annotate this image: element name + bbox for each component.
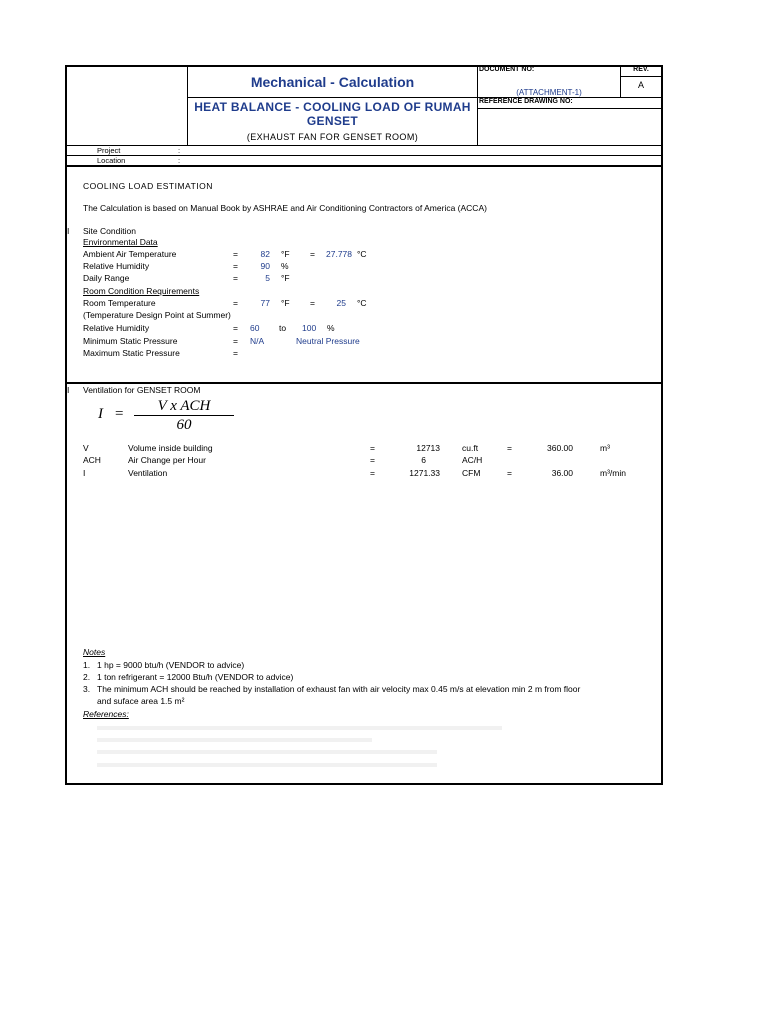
vent-row-v-eq: =	[370, 443, 375, 453]
rev-value: A	[637, 80, 644, 90]
location-divider	[65, 165, 663, 167]
roman-numeral-1: I	[67, 226, 70, 236]
ambient-temp-celsius: 27.778	[326, 249, 352, 259]
site-condition: Site Condition	[83, 226, 136, 236]
room-rh-unit: %	[327, 323, 335, 333]
title-underline	[187, 97, 477, 98]
room-temp-unit2: °C	[357, 298, 367, 308]
vent-row-ach-value: 6	[421, 455, 426, 465]
ambient-temp-value: 82	[260, 249, 270, 259]
note-2-text: 1 ton refrigerant = 12000 Btu/h (VENDOR to advice)	[97, 672, 294, 682]
daily-range-label: Daily Range	[83, 273, 130, 283]
project-divider	[65, 155, 663, 156]
project-colon: :	[178, 146, 181, 155]
min-static-label: Minimum Static Pressure	[83, 336, 178, 346]
room-temp-value: 77	[260, 298, 270, 308]
outer-border-top	[65, 65, 663, 67]
vent-row-i-unit2: m³/min	[600, 468, 626, 478]
relative-humidity-unit: %	[281, 261, 289, 271]
relative-humidity-eq: =	[233, 261, 238, 271]
design-point-note: (Temperature Design Point at Summer)	[83, 310, 231, 320]
vent-row-ach-eq: =	[370, 455, 375, 465]
vent-row-ach-unit: AC/H	[462, 455, 483, 465]
vent-row-i-desc: Ventilation	[128, 468, 168, 478]
room-temp-celsius: 25	[336, 298, 346, 308]
formula-numerator: V x ACH	[157, 398, 211, 414]
ambient-temp-unit: °F	[281, 249, 290, 259]
room-temp-unit: °F	[281, 298, 290, 308]
room-rh-max: 100	[302, 323, 317, 333]
note-3-num: 3.	[83, 684, 91, 694]
vent-row-i-value: 1271.33	[409, 468, 440, 478]
vent-row-v-value2: 360.00	[547, 443, 573, 453]
document-no-label: DOCUMENT NO:	[479, 66, 535, 73]
vent-row-i-value2: 36.00	[551, 468, 573, 478]
vent-row-v-eq2: =	[507, 443, 512, 453]
header-divider-right	[477, 65, 478, 146]
formula-denominator: 60	[176, 417, 192, 433]
note-2-num: 2.	[83, 672, 91, 682]
note-3-text: The minimum ACH should be reached by installation of exhaust fan with air velocity max 0.45 m/s at elevation min 2 m from floor	[97, 684, 581, 694]
relative-humidity-label: Relative Humidity	[83, 261, 150, 271]
note-1-num: 1.	[83, 660, 91, 670]
room-temp-label: Room Temperature	[83, 298, 156, 308]
vent-row-v-symbol: V	[83, 443, 89, 453]
location-colon: :	[178, 156, 181, 165]
header-bottom-line	[65, 145, 663, 146]
vent-row-ach-symbol: ACH	[83, 455, 101, 465]
room-rh-to: to	[279, 323, 287, 333]
outer-border-left	[65, 65, 70, 785]
notes-heading: Notes	[83, 647, 106, 657]
vent-row-i-eq2: =	[507, 468, 512, 478]
note-1-text: 1 hp = 9000 btu/h (VENDOR to advice)	[97, 660, 245, 670]
faint-reference-line-3	[97, 750, 437, 754]
ambient-temp-eq: =	[233, 249, 238, 259]
project-label: Project	[97, 146, 121, 155]
vent-row-i-eq: =	[370, 468, 375, 478]
note-3-continuation: and suface area 1.5 m²	[97, 696, 185, 706]
room-rh-label: Relative Humidity	[83, 323, 150, 333]
min-static-note: Neutral Pressure	[296, 336, 360, 346]
location-label: Location	[97, 156, 126, 165]
min-static-eq: =	[233, 336, 238, 346]
max-static-eq: =	[233, 348, 238, 358]
cooling-heading: COOLING LOAD ESTIMATION	[83, 181, 213, 191]
rev-label-underline	[620, 76, 662, 77]
vent-row-v-unit: cu.ft	[462, 443, 479, 453]
reference-drawing-label: REFERENCE DRAWING NO:	[479, 98, 573, 105]
ambient-temp-eq2: =	[310, 249, 315, 259]
ventilation-heading: Ventilation for GENSET ROOM	[83, 385, 201, 395]
outer-border-bottom	[65, 783, 663, 785]
vent-row-v-value: 12713	[416, 443, 440, 453]
page-title: Mechanical - Calculation	[250, 74, 415, 90]
subtitle-line2: GENSET	[306, 114, 359, 128]
daily-range-eq: =	[233, 273, 238, 283]
room-rh-min: 60	[250, 323, 260, 333]
ambient-temp-unit2: °C	[357, 249, 367, 259]
room-condition-heading: Room Condition Requirements	[83, 286, 200, 296]
vent-row-v-desc: Volume inside building	[128, 443, 213, 453]
subtitle-line1: HEAT BALANCE - COOLING LOAD OF RUMAH	[194, 100, 471, 114]
min-static-value: N/A	[250, 336, 265, 346]
faint-reference-line-2	[97, 738, 372, 742]
formula-fraction-bar	[134, 415, 234, 416]
room-temp-eq2: =	[310, 298, 315, 308]
daily-range-unit: °F	[281, 273, 290, 283]
vent-row-i-unit: CFM	[462, 468, 481, 478]
refdrawing-divider	[477, 108, 662, 109]
references-heading: References:	[83, 709, 129, 719]
formula-lhs: I	[98, 406, 103, 422]
room-temp-eq: =	[233, 298, 238, 308]
rev-label: REV.	[633, 66, 649, 73]
formula-eq: =	[115, 406, 124, 422]
attachment-label: (ATTACHMENT-1)	[516, 88, 582, 97]
section-divider	[65, 382, 663, 384]
roman-numeral-2: I	[67, 385, 70, 395]
faint-reference-line-4	[97, 763, 437, 767]
outer-border-right	[661, 65, 663, 785]
room-rh-eq: =	[233, 323, 238, 333]
calculation-basis: The Calculation is based on Manual Book by ASHRAE and Air Conditioning Contractors of America (ACCA)	[83, 203, 487, 213]
vent-row-i-symbol: I	[83, 468, 86, 478]
vent-row-v-unit2: m³	[600, 443, 610, 453]
max-static-label: Maximum Static Pressure	[83, 348, 180, 358]
environmental-data-heading: Environmental Data	[83, 237, 158, 247]
ambient-temp-label: Ambient Air Temperature	[83, 249, 177, 259]
subtitle-note: (EXHAUST FAN FOR GENSET ROOM)	[246, 132, 419, 142]
relative-humidity-value: 90	[260, 261, 270, 271]
vent-row-ach-desc: Air Change per Hour	[128, 455, 206, 465]
daily-range-value: 5	[265, 273, 270, 283]
faint-reference-line-1	[97, 726, 502, 730]
